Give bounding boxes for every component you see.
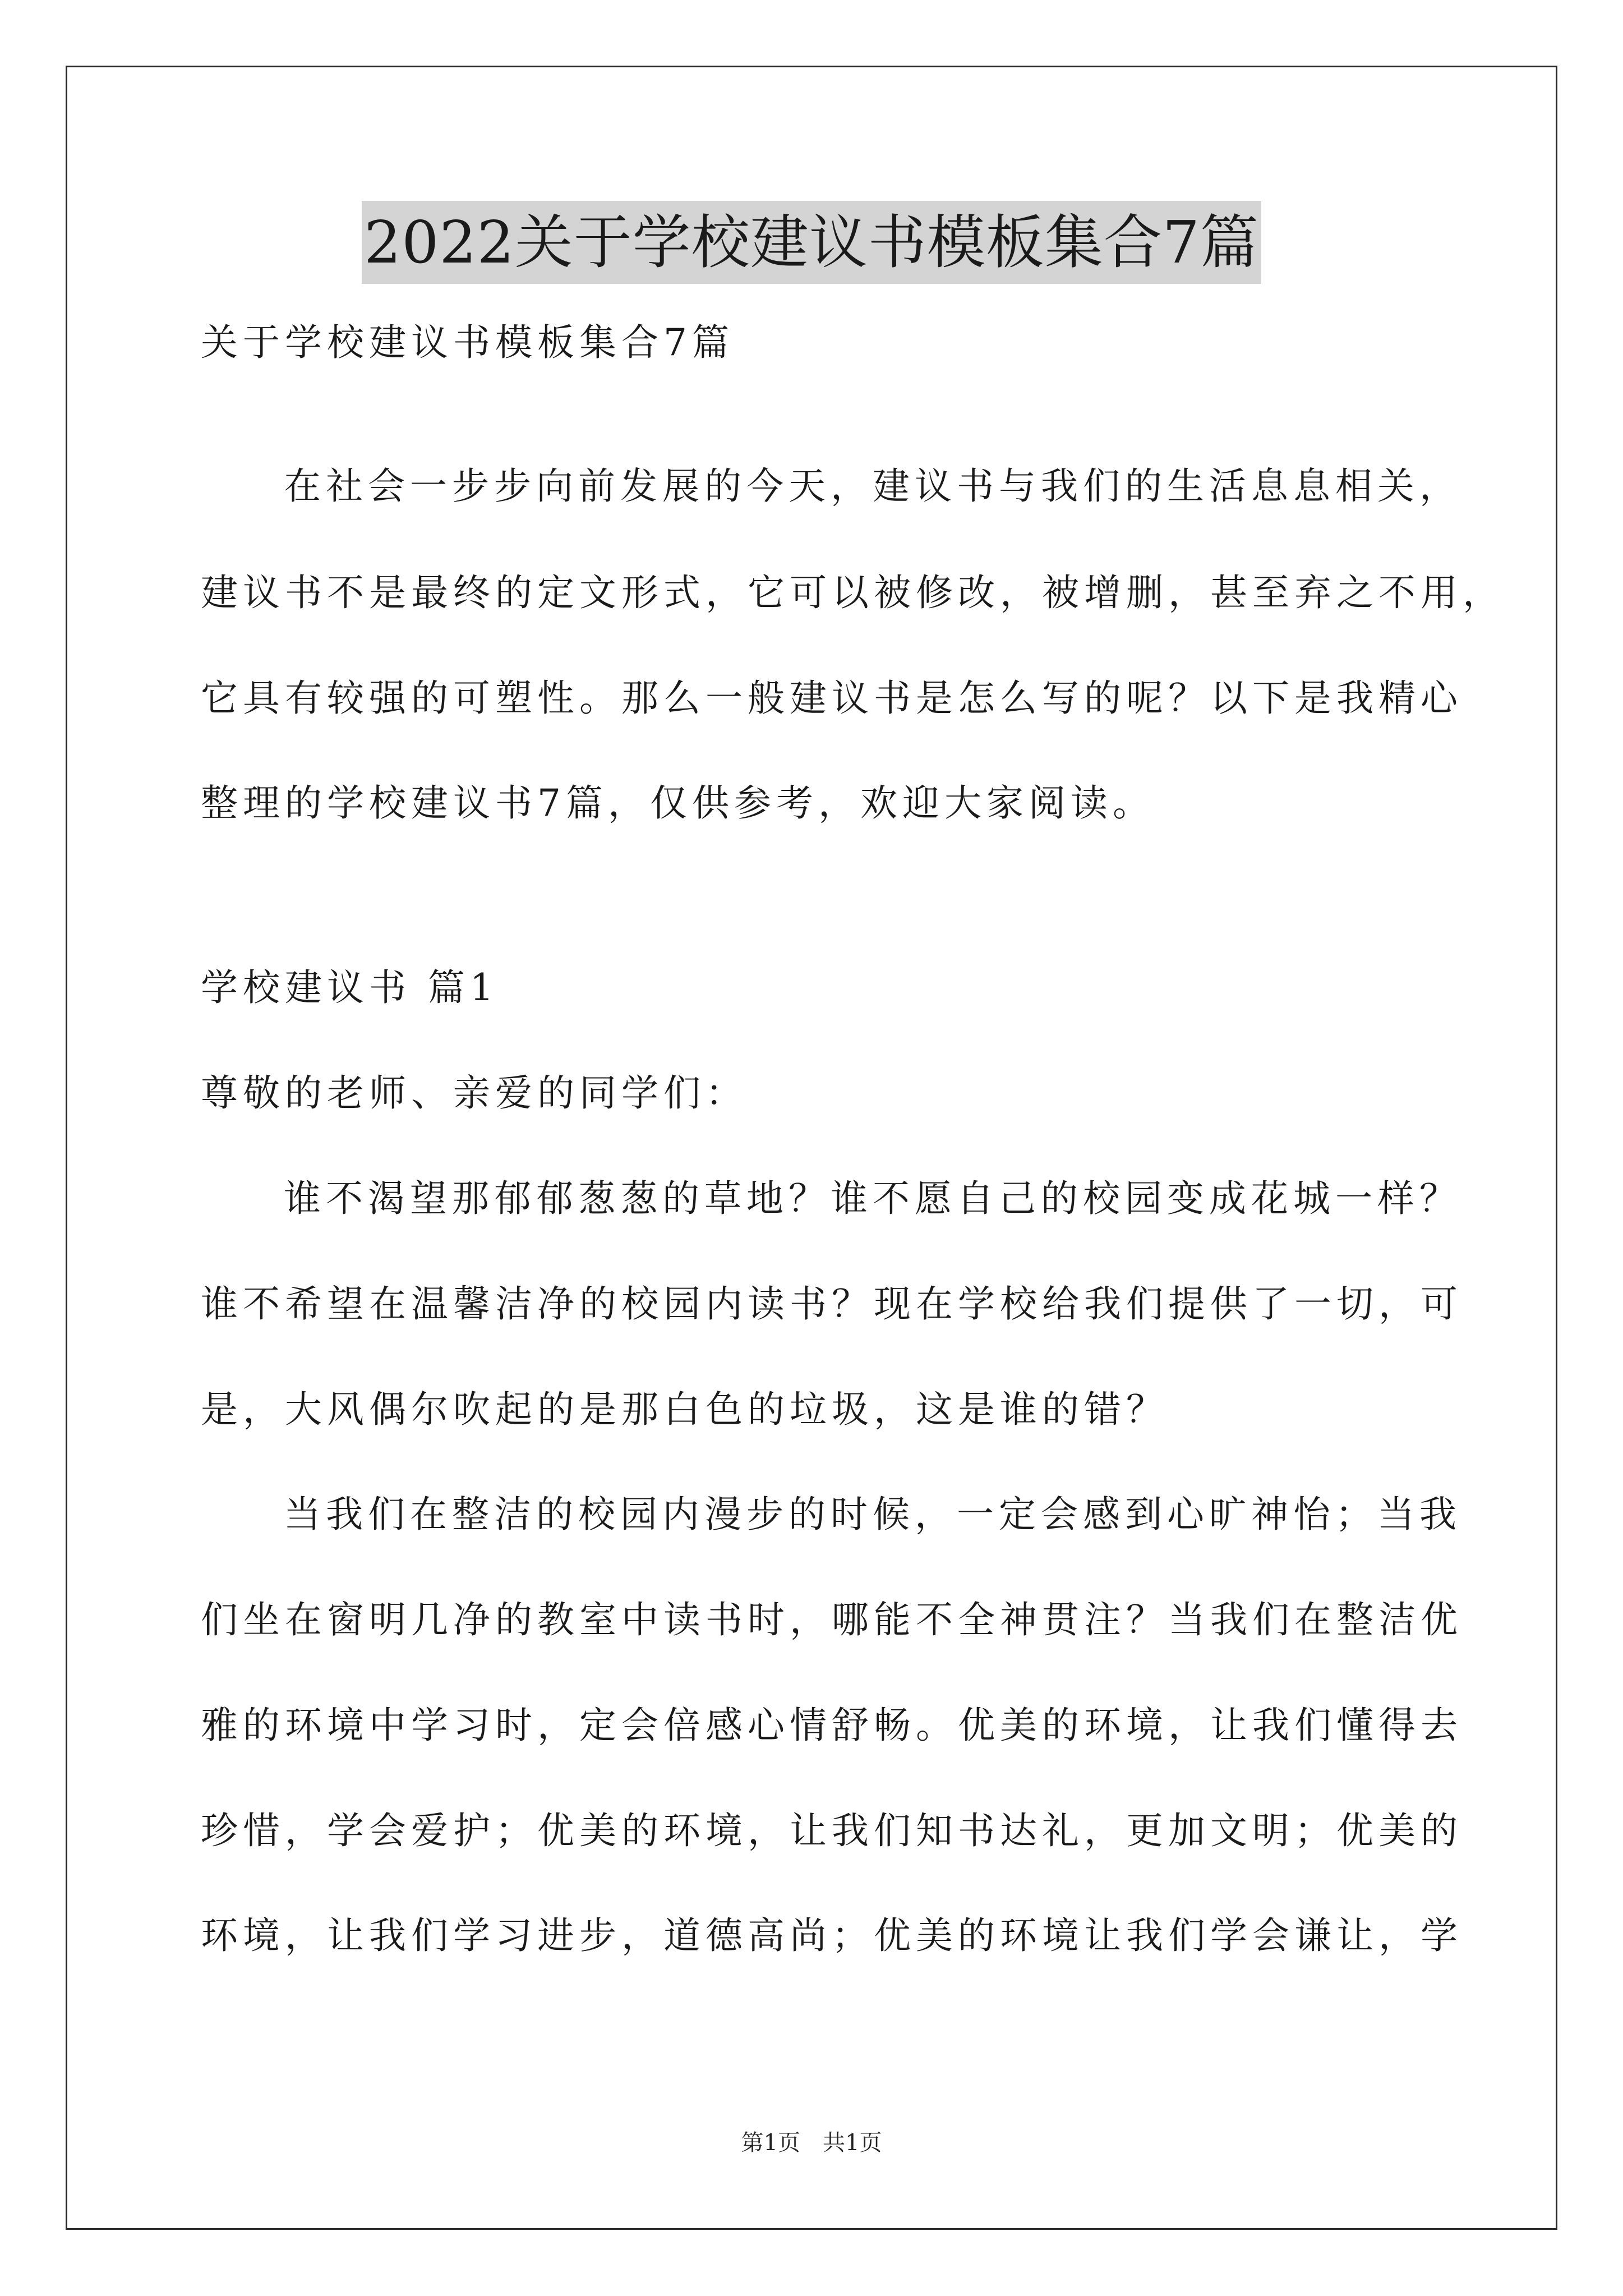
- page-number-footer: 第1页 共1页: [741, 2130, 882, 2156]
- section-heading: 学校建议书 篇1: [201, 966, 499, 1009]
- paragraph2-line: 雅的环境中学习时，定会倍感心情舒畅。优美的环境，让我们懂得去: [201, 1704, 1463, 1747]
- paragraph1-line: 是，大风偶尔吹起的是那白色的垃圾，这是谁的错？: [201, 1388, 1168, 1431]
- paragraph2-line: 当我们在整洁的校园内漫步的时候，一定会感到心旷神怡；当我: [284, 1493, 1461, 1536]
- intro-line: 它具有较强的可塑性。那么一般建议书是怎么写的呢？以下是我精心: [201, 677, 1463, 720]
- title-container: [0, 201, 1623, 284]
- paragraph2-line: 珍惜，学会爱护；优美的环境，让我们知书达礼，更加文明；优美的: [201, 1809, 1463, 1852]
- paragraph1-line: 谁不希望在温馨洁净的校园内读书？现在学校给我们提供了一切，可: [201, 1282, 1463, 1326]
- intro-line: 在社会一步步向前发展的今天，建议书与我们的生活息息相关，: [284, 464, 1461, 508]
- salutation: 尊敬的老师、亲爱的同学们：: [201, 1071, 748, 1115]
- intro-line: 建议书不是最终的定文形式，它可以被修改，被增删，甚至弃之不用，: [201, 571, 1505, 614]
- intro-line: 整理的学校建议书7篇，仅供参考，欢迎大家阅读。: [201, 781, 1155, 825]
- page-border: [66, 66, 1557, 2230]
- document-subtitle: 关于学校建议书模板集合7篇: [201, 321, 734, 364]
- paragraph2-line: 们坐在窗明几净的教室中读书时，哪能不全神贯注？当我们在整洁优: [201, 1598, 1463, 1641]
- document-title: 2022关于学校建议书模板集合7篇: [362, 201, 1261, 284]
- paragraph1-line: 谁不渴望那郁郁葱葱的草地？谁不愿自己的校园变成花城一样？: [284, 1177, 1461, 1220]
- paragraph2-line: 环境，让我们学习进步，道德高尚；优美的环境让我们学会谦让，学: [201, 1914, 1463, 1957]
